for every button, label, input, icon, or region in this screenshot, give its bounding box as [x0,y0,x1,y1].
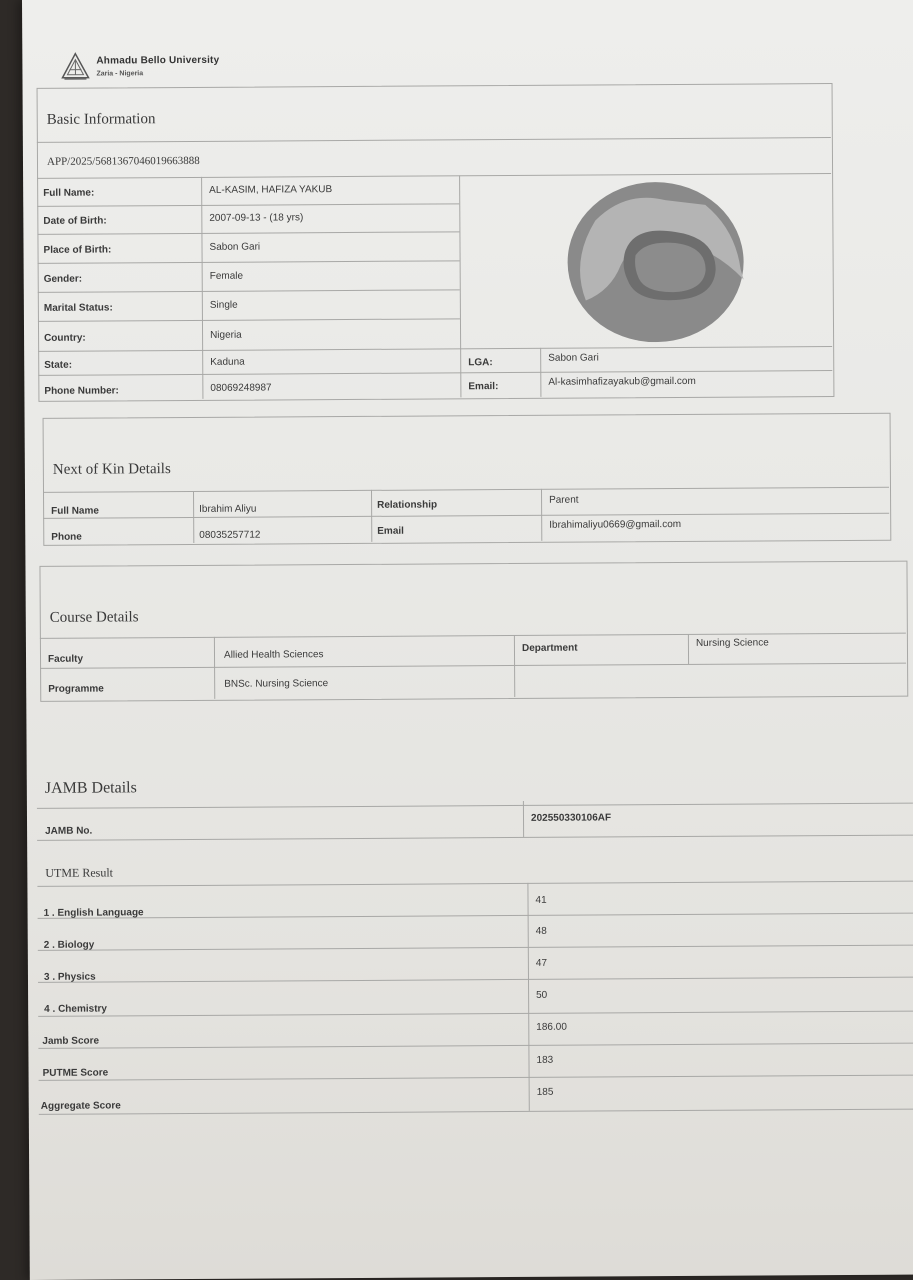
kin-frame [43,413,892,546]
programme-label: Programme [48,683,104,695]
basic-info-title: Basic Information [46,111,156,128]
marital-status-value: Single [209,299,238,311]
kin-phone-value: 08035257712 [199,529,261,541]
course-frame [39,561,908,702]
jamb-title: JAMB Details [44,779,137,797]
lga-value: Sabon Gari [548,352,599,364]
university-header [60,50,360,86]
country-label: Country: [44,332,86,344]
place-of-birth-value: Sabon Gari [209,241,261,253]
basic-information-section [37,83,839,408]
full-name-label: Full Name: [43,187,95,199]
department-value: Nursing Science [695,637,769,649]
putme-score-value: 183 [536,1054,554,1066]
marital-status-label: Marital Status: [43,302,113,314]
faculty-label: Faculty [47,653,84,665]
result-english-value: 41 [535,894,547,906]
gender-value: Female [209,270,244,282]
next-of-kin-section [43,413,896,548]
result-english-label: 1 . English Language [43,907,144,919]
jamb-score-value: 186.00 [536,1021,567,1033]
gender-label: Gender: [43,273,83,285]
jamb-score-label: Jamb Score [42,1035,100,1047]
jamb-details-section [37,759,913,1129]
document-page [22,0,913,1280]
course-details-section [39,561,912,706]
jamb-no-label: JAMB No. [45,825,93,837]
faculty-value: Allied Health Sciences [223,649,324,661]
application-number: APP/2025/5681367046019663888 [46,154,200,168]
result-biology-value: 48 [535,925,547,937]
email-label: Email: [468,381,499,393]
aggregate-score-label: Aggregate Score [40,1100,121,1112]
kin-full-name-label: Full Name [51,505,99,517]
university-name: Ahmadu Bello University [96,54,220,67]
kin-email-label: Email [377,525,404,537]
state-label: State: [44,359,73,371]
lga-label: LGA: [468,357,493,369]
course-title: Course Details [49,609,139,626]
passport-photo [565,180,746,343]
kin-phone-label: Phone [51,531,82,543]
university-location: Zaria - Nigeria [96,70,144,78]
phone-number-value: 08069248987 [210,382,272,394]
kin-title: Next of Kin Details [52,461,171,478]
kin-full-name-value: Ibrahim Aliyu [199,503,257,515]
kin-relationship-value: Parent [549,494,579,506]
result-chemistry-value: 50 [536,989,548,1001]
result-physics-value: 47 [535,957,548,969]
programme-value: BNSc. Nursing Science [224,678,329,690]
place-of-birth-label: Place of Birth: [43,244,112,256]
university-crest-icon [60,52,90,82]
utme-result-title: UTME Result [45,865,114,880]
result-physics-label: 3 . Physics [43,971,96,983]
result-chemistry-label: 4 . Chemistry [44,1003,108,1015]
kin-relationship-label: Relationship [377,499,438,511]
aggregate-score-value: 185 [536,1086,554,1098]
kin-email-value: Ibrahimaliyu0669@gmail.com [549,518,682,531]
email-value: Al-kasimhafizayakub@gmail.com [548,375,696,388]
state-value: Kaduna [210,356,245,368]
putme-score-label: PUTME Score [42,1067,109,1079]
full-name-value: AL-KASIM, HAFIZA YAKUB [209,184,333,196]
result-biology-label: 2 . Biology [43,939,95,951]
dob-label: Date of Birth: [43,215,107,227]
jamb-no-value: 202550330106AF [530,812,612,824]
country-value: Nigeria [210,329,242,341]
department-label: Department [521,642,578,654]
phone-number-label: Phone Number: [44,385,119,397]
dob-value: 2007-09-13 - (18 yrs) [209,212,304,224]
